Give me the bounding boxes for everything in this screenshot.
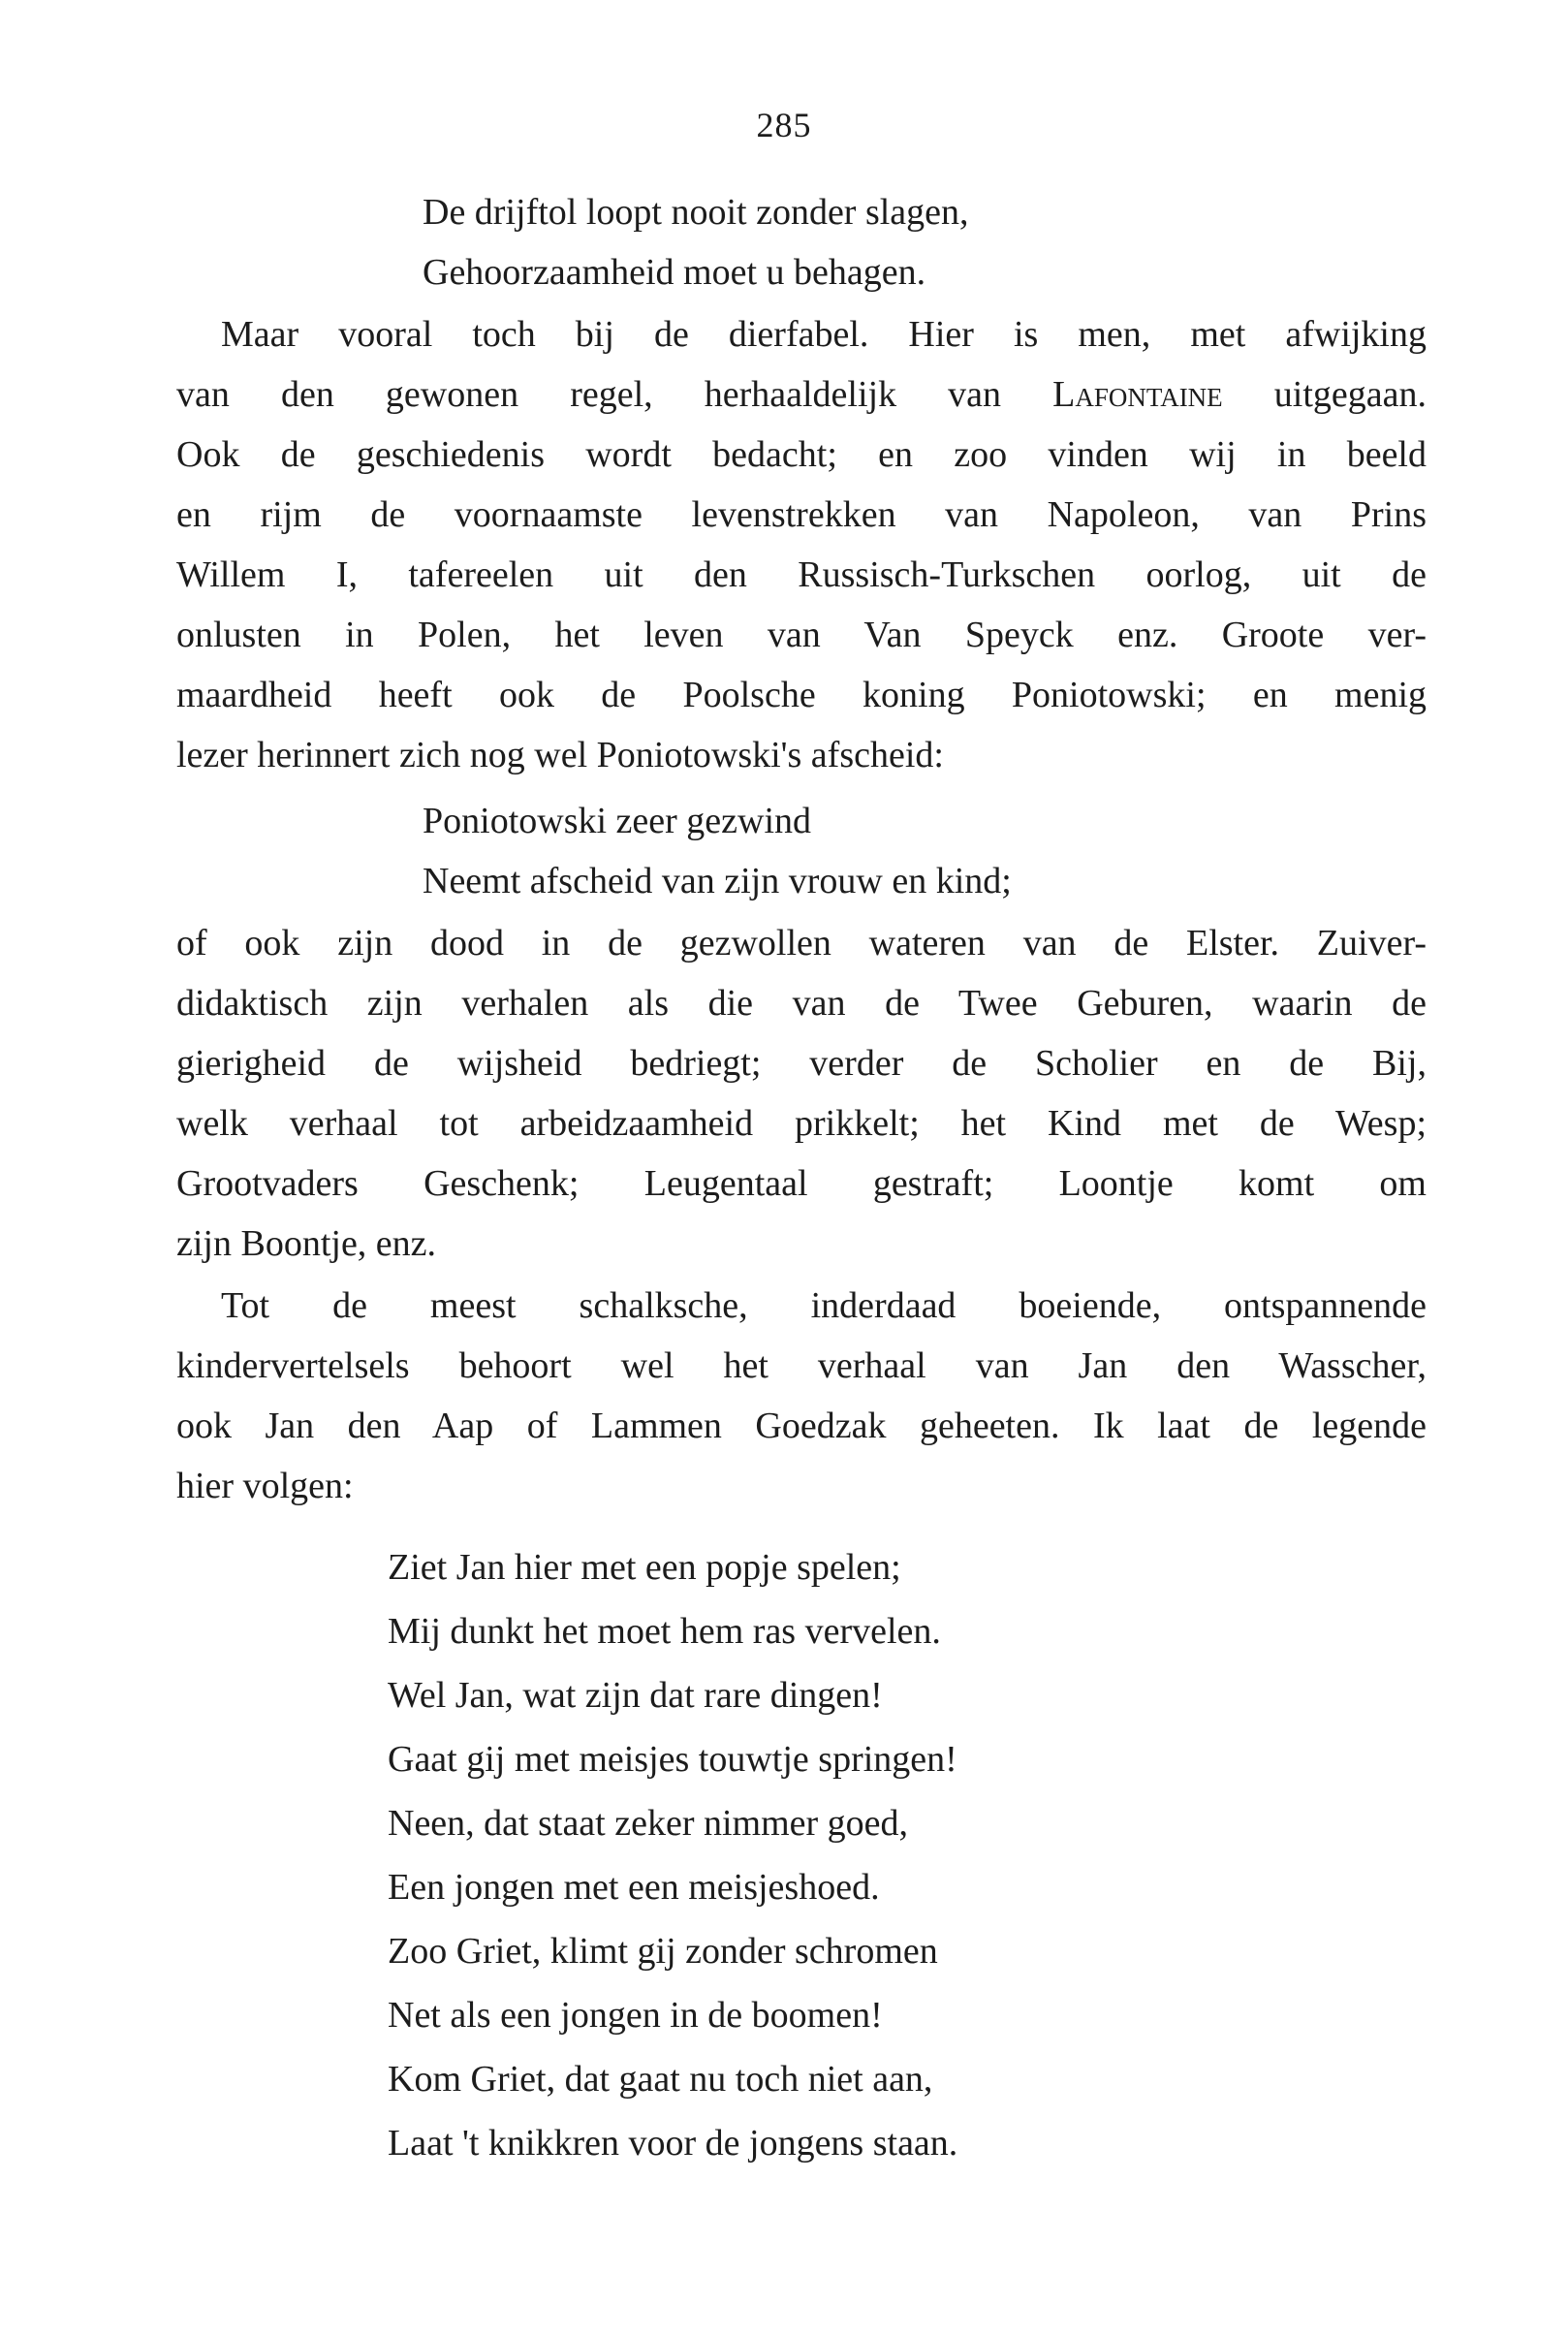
- page-number: 285: [756, 106, 812, 144]
- text-line: onlusten in Polen, het leven van Van Speyck enz. Groote ver-: [176, 615, 1427, 655]
- paragraph-didactic-tales: [176, 913, 1427, 1274]
- text-line: Tot de meest schalksche, inderdaad boeiende, ontspannende: [221, 1285, 1427, 1326]
- text-line: ook Jan den Aap of Lammen Goedzak geheeten. Ik laat de legende: [176, 1406, 1427, 1446]
- stanza: [388, 1535, 957, 1663]
- text-line: of ook zijn dood in de gezwollen wateren van de Elster. Zuiver-: [176, 923, 1427, 964]
- text-line: welk verhaal tot arbeidzaamheid prikkelt; het Kind met de Wesp;: [176, 1103, 1427, 1144]
- poem-line: Zoo Griet, klimt gij zonder schromen: [388, 1931, 938, 1972]
- author-name: Lafontaine: [1052, 374, 1223, 415]
- verse-line: Poniotowski zeer gezwind: [423, 801, 812, 841]
- verse-quote-2: [423, 791, 1012, 911]
- poem-line: Neen, dat staat zeker nimmer goed,: [388, 1803, 909, 1844]
- poem-line: Net als een jongen in de boomen!: [388, 1995, 883, 2036]
- poem-line: Ziet Jan hier met een popje spelen;: [388, 1547, 901, 1588]
- text-line: Willem I, tafereelen uit den Russisch-Turkschen oorlog, uit de: [176, 554, 1427, 595]
- text-line: hier volgen:: [176, 1466, 354, 1506]
- text-line: Grootvaders Geschenk; Leugentaal gestraft; Loontje komt om: [176, 1163, 1427, 1204]
- verse-line: Gehoorzaamheid moet u behagen.: [423, 252, 926, 293]
- text-line: van den gewonen regel, herhaaldelijk van Lafontaine uitgegaan.: [176, 374, 1427, 415]
- poem-line: Wel Jan, wat zijn dat rare dingen!: [388, 1675, 883, 1716]
- text-line: en rijm de voornaamste levenstrekken van Napoleon, van Prins: [176, 494, 1427, 535]
- text-line: maardheid heeft ook de Poolsche koning Poniotowski; en menig: [176, 675, 1427, 715]
- text-line: kindervertelsels behoort wel het verhaal van Jan den Wasscher,: [176, 1345, 1427, 1386]
- verse-quote-1: [423, 182, 969, 302]
- stanza: [388, 2047, 957, 2175]
- verse-line: De drijftol loopt nooit zonder slagen,: [423, 192, 969, 233]
- stanza: [388, 1663, 957, 1791]
- paragraph-jan-den-wasscher: [176, 1276, 1427, 1516]
- legend-poem: [388, 1535, 957, 2175]
- paragraph-fables-history: [176, 304, 1427, 785]
- text-line: zijn Boontje, enz.: [176, 1223, 437, 1264]
- text-line: lezer herinnert zich nog wel Poniotowski's afscheid:: [176, 735, 944, 775]
- stanza: [388, 1791, 957, 1919]
- poem-line: Mij dunkt het moet hem ras vervelen.: [388, 1611, 941, 1652]
- poem-line: Een jongen met een meisjeshoed.: [388, 1867, 880, 1908]
- text-line: Maar vooral toch bij de dierfabel. Hier is men, met afwijking: [221, 314, 1427, 355]
- text-line: Ook de geschiedenis wordt bedacht; en zoo vinden wij in beeld: [176, 434, 1427, 475]
- poem-line: Laat 't knikkren voor de jongens staan.: [388, 2123, 958, 2164]
- stanza: [388, 1919, 957, 2047]
- poem-line: Kom Griet, dat gaat nu toch niet aan,: [388, 2059, 933, 2100]
- poem-line: Gaat gij met meisjes touwtje springen!: [388, 1739, 957, 1780]
- verse-line: Neemt afscheid van zijn vrouw en kind;: [423, 861, 1012, 901]
- text-line: gierigheid de wijsheid bedriegt; verder de Scholier en de Bij,: [176, 1043, 1427, 1084]
- text-line: didaktisch zijn verhalen als die van de Twee Geburen, waarin de: [176, 983, 1427, 1024]
